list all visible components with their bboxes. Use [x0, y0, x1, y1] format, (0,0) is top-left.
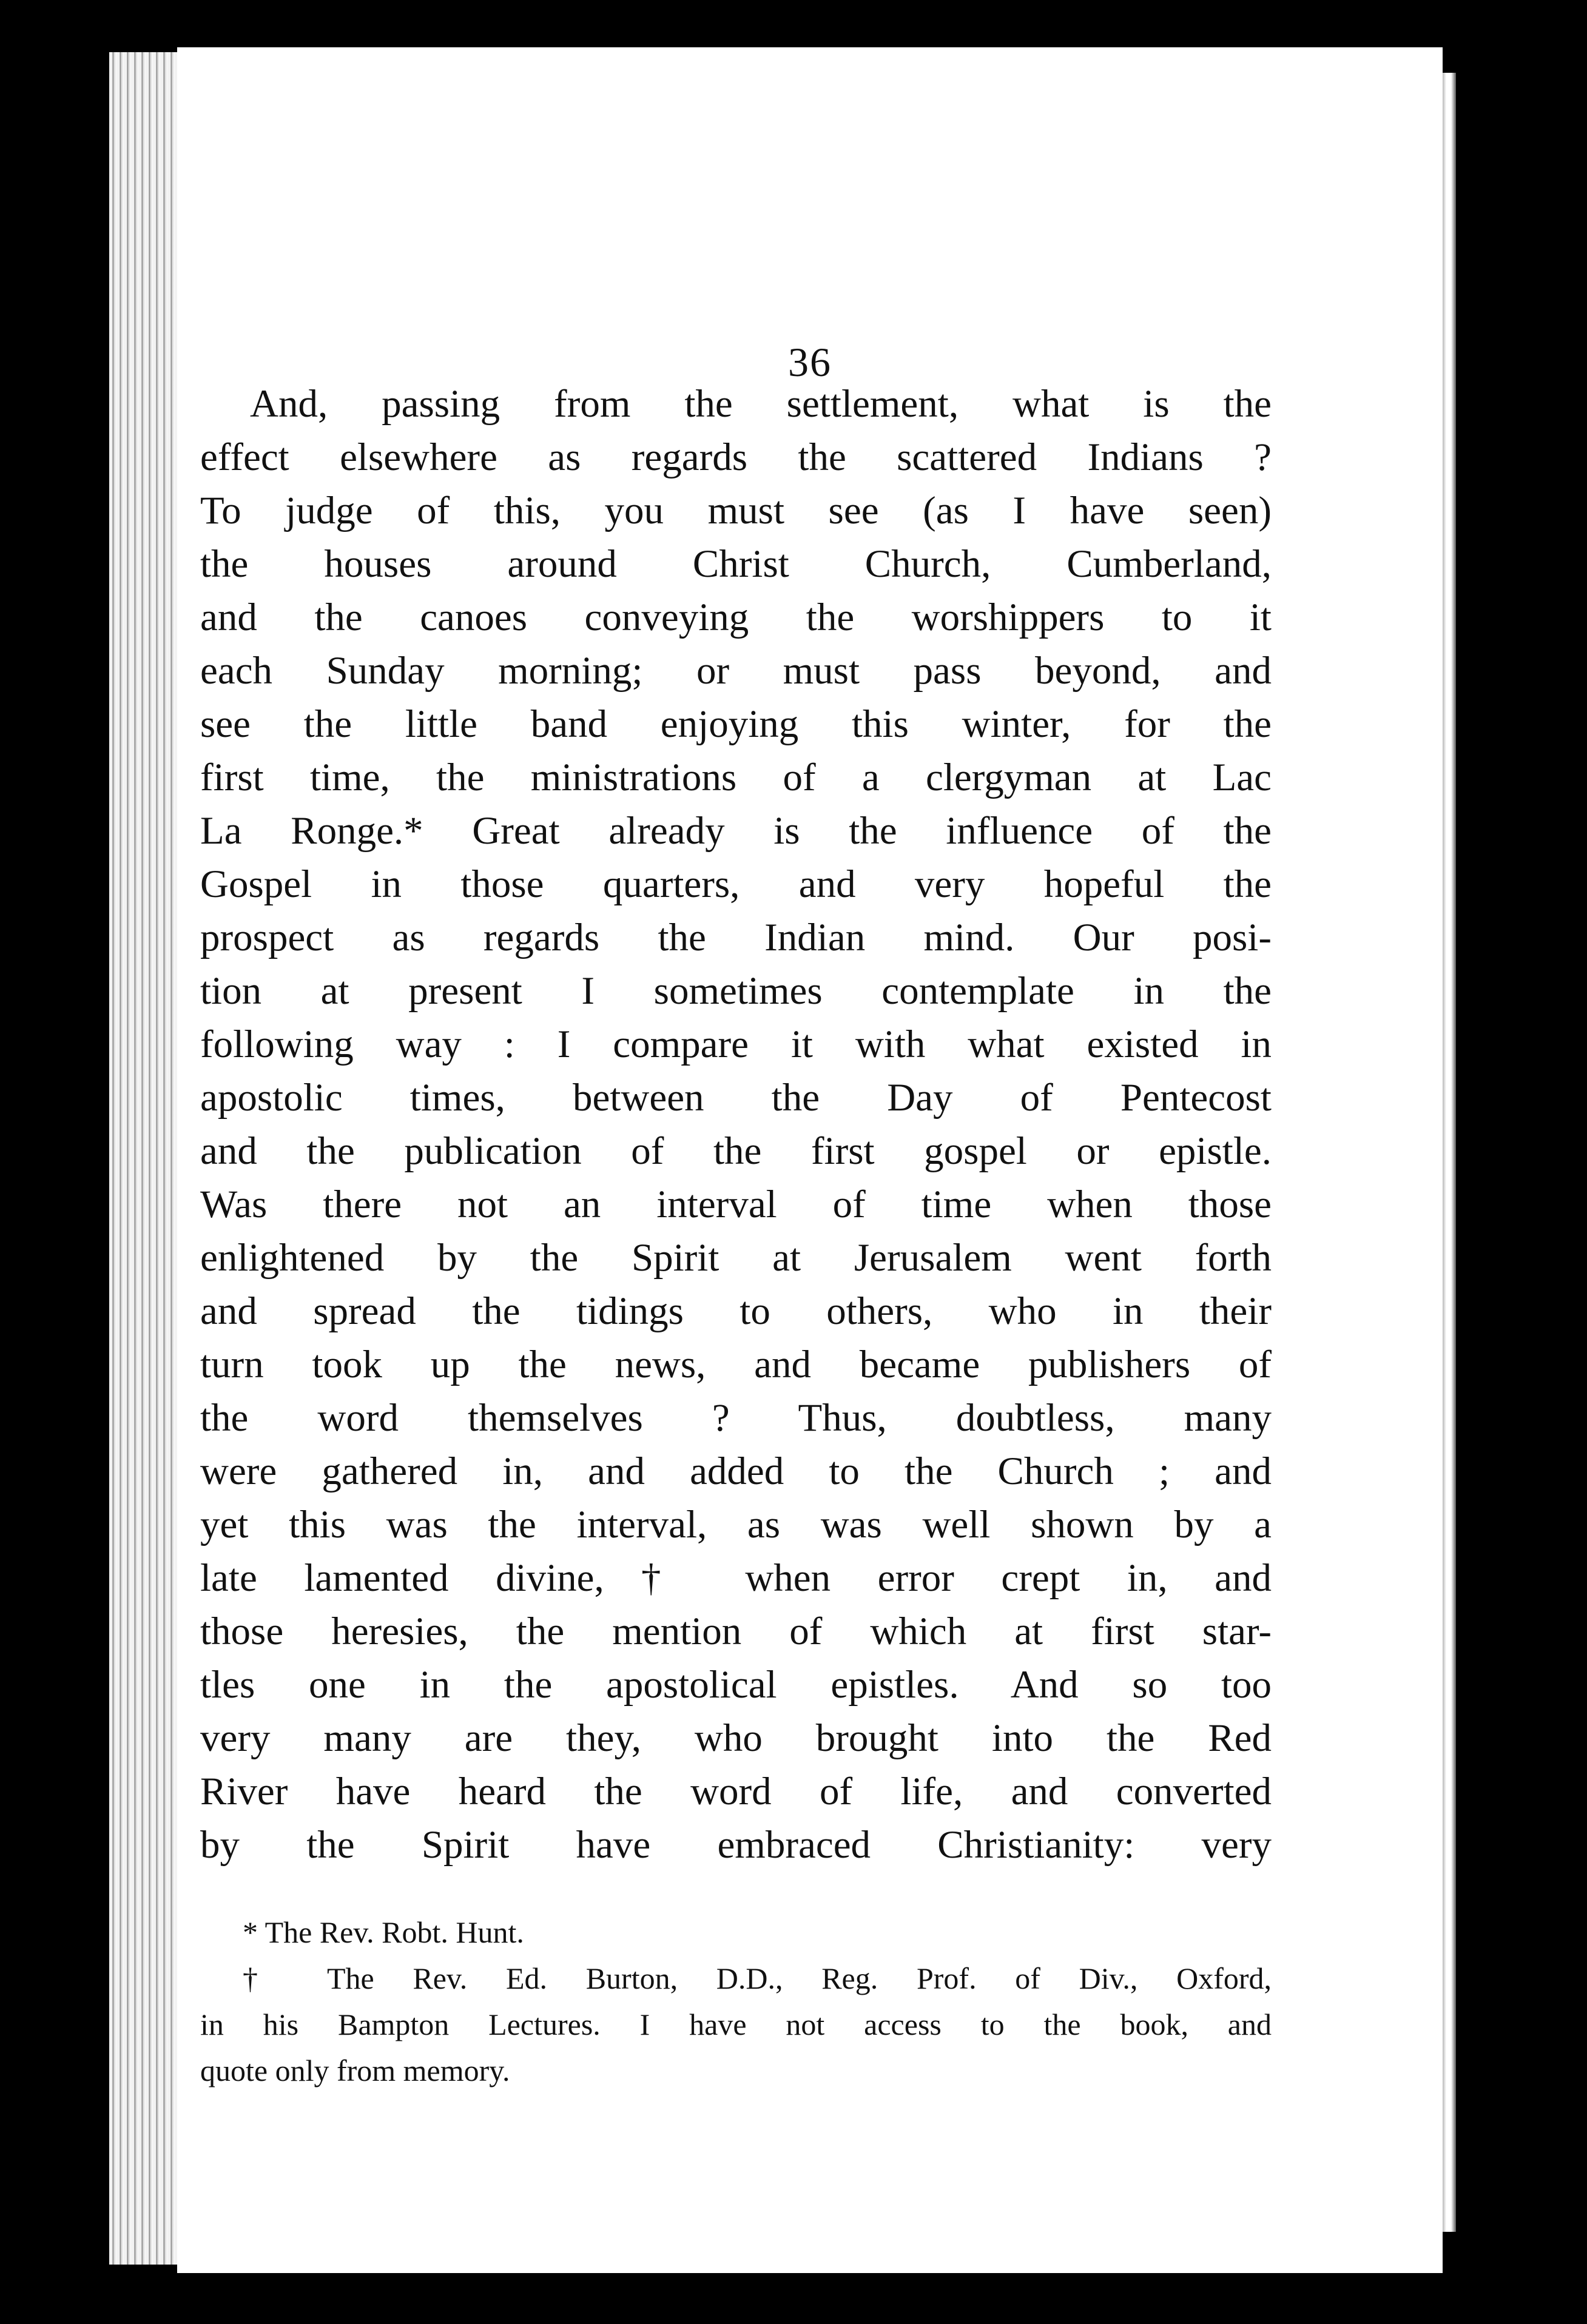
text-line: tion at present I sometimes contemplate in the: [200, 969, 1272, 1013]
text-line: first time, the ministrations of a clergyman at Lac: [200, 756, 1272, 799]
text-line: enlightened by the Spirit at Jerusalem went forth: [200, 1236, 1272, 1280]
text-line: La Ronge.* Great already is the influence of the: [200, 809, 1272, 853]
text-line: late lamented divine,† when error crept in, and: [200, 1556, 1272, 1600]
text-line: yet this was the interval, as was well shown by a: [200, 1503, 1272, 1547]
text-line: those heresies, the mention of which at first star-: [200, 1610, 1272, 1653]
text-line: tles one in the apostolical epistles. And so too: [200, 1663, 1272, 1707]
text-line: the word themselves ? Thus, doubtless, many: [200, 1396, 1272, 1440]
text-line: Was there not an interval of time when those: [200, 1183, 1272, 1226]
body-text: [200, 377, 1272, 1872]
text-line: see the little band enjoying this winter, for the: [200, 702, 1272, 746]
text-line: effect elsewhere as regards the scattered Indians ?: [200, 435, 1272, 479]
text-line: by the Spirit have embraced Christianity: very: [200, 1823, 1272, 1867]
footnote-asterisk: * The Rev. Robt. Hunt.: [243, 1915, 524, 1949]
text-line: and the canoes conveying the worshippers to it: [200, 596, 1272, 639]
text-line: River have heard the word of life, and converted: [200, 1770, 1272, 1813]
text-line: turn took up the news, and became publishers of: [200, 1343, 1272, 1386]
text-line: the houses around Christ Church, Cumberland,: [200, 542, 1272, 586]
text-line: each Sunday morning; or must pass beyond, and: [200, 649, 1272, 693]
footnotes: [200, 1909, 1272, 2094]
footnote-continuation: in his Bampton Lectures. I have not access to the book, and: [200, 2007, 1272, 2041]
text-line: were gathered in, and added to the Church ; and: [200, 1449, 1272, 1493]
right-page-edge: [1443, 73, 1456, 2232]
left-page-edges: [109, 52, 179, 2265]
text-line: To judge of this, you must see (as I have seen): [200, 489, 1272, 532]
text-line: And, passing from the settlement, what is the: [250, 382, 1272, 426]
text-line: and the publication of the first gospel or epistle.: [200, 1129, 1272, 1173]
footnote-dagger: † The Rev. Ed. Burton, D.D., Reg. Prof. of Div., Oxford,: [243, 1961, 1272, 1995]
text-line: very many are they, who brought into the Red: [200, 1716, 1272, 1760]
page-number: 36: [788, 339, 832, 385]
footnote-continuation: quote only from memory.: [200, 2054, 510, 2087]
text-line: following way : I compare it with what existed in: [200, 1023, 1272, 1066]
text-line: and spread the tidings to others, who in their: [200, 1289, 1272, 1333]
text-line: Gospel in those quarters, and very hopeful the: [200, 862, 1272, 906]
text-line: apostolic times, between the Day of Pentecost: [200, 1076, 1272, 1120]
text-line: prospect as regards the Indian mind. Our posi-: [200, 916, 1272, 959]
